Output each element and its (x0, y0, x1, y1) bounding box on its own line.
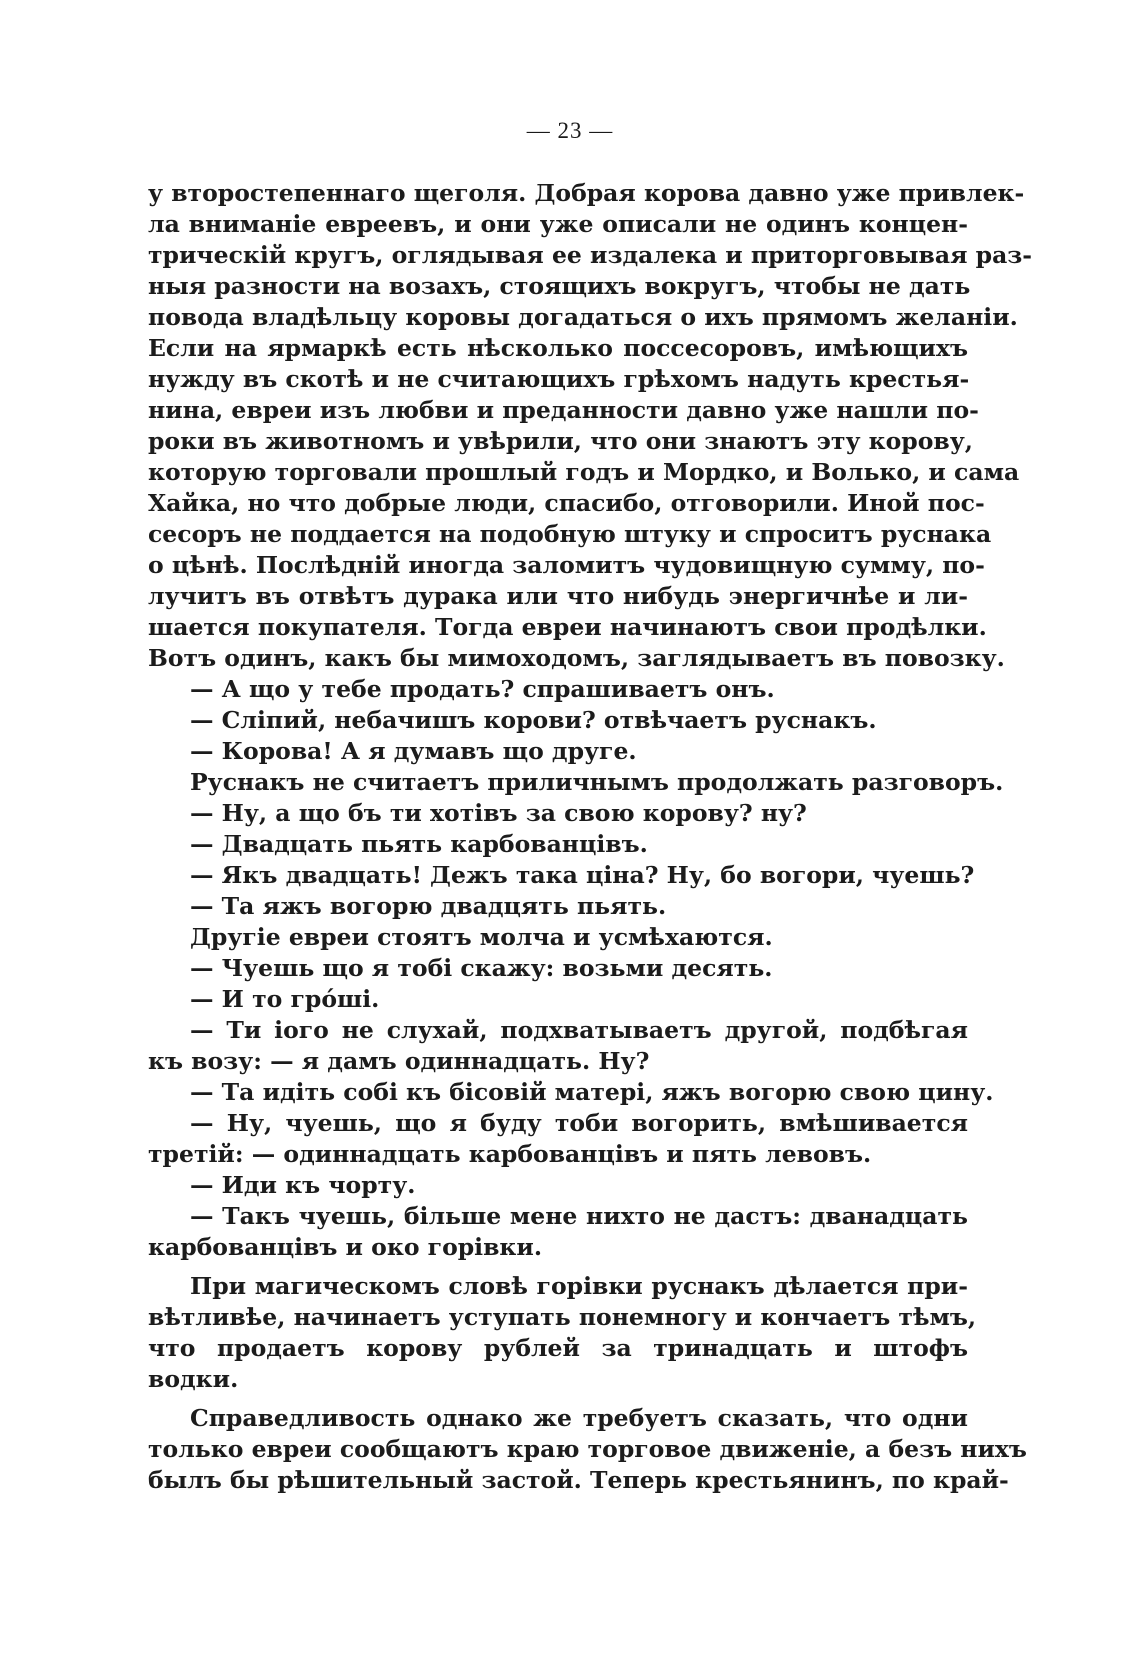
text-line: шается покупателя. Тогда евреи начинаютъ свои продѣлки. (148, 613, 987, 641)
text-line: водки. (148, 1365, 239, 1393)
text-line: ла вниманіе евреевъ, и они уже описали не одинъ концен- (148, 210, 968, 238)
dialogue-line: — Якъ двадцать! Дежъ така ціна? Ну, бо вогори, чуешь? (190, 861, 975, 889)
text-line: былъ бы рѣшительный застой. Теперь крестьянинъ, по край- (148, 1466, 1009, 1494)
text-line: трическій кругъ, оглядывая ее издалека и приторговывая раз- (148, 241, 1033, 269)
text-line: Другіе евреи стоятъ молча и усмѣхаются. (190, 923, 773, 951)
text-line: о цѣнѣ. Послѣдній иногда заломитъ чудовищную сумму, по- (148, 551, 985, 579)
dialogue-line: — Та яжъ вогорю двадцять пьять. (190, 892, 667, 920)
dialogue-line: — И то грóші. (190, 985, 380, 1013)
text-line: роки въ животномъ и увѣрили, что они знаютъ эту корову, (148, 427, 973, 455)
dialogue-line: — А що у тебе продать? спрашиваетъ онъ. (190, 675, 775, 703)
text-line: Вотъ одинъ, какъ бы мимоходомъ, заглядываетъ въ повозку. (148, 644, 1005, 672)
text-line: Хайка, но что добрые люди, спасибо, отговорили. Иной пос- (148, 489, 985, 517)
dialogue-line: — Иди къ чорту. (190, 1171, 416, 1199)
dialogue-line: — Двадцать пьять карбованцівъ. (190, 830, 648, 858)
text-line: лучитъ въ отвѣтъ дурака или что нибудь энергичнѣе и ли- (148, 582, 968, 610)
text-line: ныя разности на возахъ, стоящихъ вокругъ, чтобы не дать (148, 272, 971, 300)
dialogue-line: — Чуешь що я тобі скажу: возьми десять. (190, 954, 773, 982)
page-text-body (148, 178, 1033, 1496)
text-line: третій: — одиннадцать карбованцівъ и пять левовъ. (148, 1140, 872, 1168)
page-number: — 23 — (526, 118, 614, 143)
text-line: повода владѣльцу коровы догадаться о ихъ прямомъ желаніи. (148, 303, 1018, 331)
text-line: у второстепеннаго щеголя. Добрая корова давно уже привлек- (148, 179, 1025, 207)
text-line: нина, евреи изъ любви и преданности давно уже нашли по- (148, 396, 979, 424)
text-line: къ возу: — я дамъ одиннадцать. Ну? (148, 1047, 650, 1075)
text-line: При магическомъ словѣ горівки руснакъ дѣлается при- (190, 1272, 968, 1300)
dialogue-line: — Корова! А я думавъ що друге. (190, 737, 637, 765)
dialogue-line: — Ну, чуешь, що я буду тоби вогорить, вмѣшивается (190, 1109, 968, 1137)
dialogue-line: — Ну, а що бъ ти хотівъ за свою корову? ну? (190, 799, 807, 827)
text-line: нужду въ скотѣ и не считающихъ грѣхомъ надуть крестья- (148, 365, 970, 393)
text-line: сесоръ не поддается на подобную штуку и спроситъ руснака (148, 520, 992, 548)
text-line: Если на ярмаркѣ есть нѣсколько поссесоровъ, имѣющихъ (148, 334, 968, 362)
dialogue-line: — Та идіть собі къ бісовій матері, яжъ вогорю свою цину. (190, 1078, 994, 1106)
text-line: Справедливость однако же требуетъ сказать, что одни (190, 1404, 968, 1432)
text-line: которую торговали прошлый годъ и Мордко, и Волько, и сама (148, 458, 1020, 486)
dialogue-line: — Сліпий, небачишъ корови? отвѣчаетъ руснакъ. (190, 706, 877, 734)
text-line: Руснакъ не считаетъ приличнымъ продолжать разговоръ. (190, 768, 1004, 796)
text-line: вѣтливѣе, начинаетъ уступать понемногу и кончаетъ тѣмъ, (148, 1303, 977, 1331)
dialogue-line: — Такъ чуешь, більше мене нихто не дастъ: дванадцать (190, 1202, 968, 1230)
text-line: карбованцівъ и око горівки. (148, 1233, 543, 1261)
dialogue-line: — Ти іого не слухай, подхватываетъ другой, подбѣгая (190, 1016, 968, 1044)
text-line: только евреи сообщаютъ краю торговое движеніе, а безъ нихъ (148, 1435, 1027, 1463)
text-line: что продаетъ корову рублей за тринадцать и штофъ (148, 1334, 968, 1362)
